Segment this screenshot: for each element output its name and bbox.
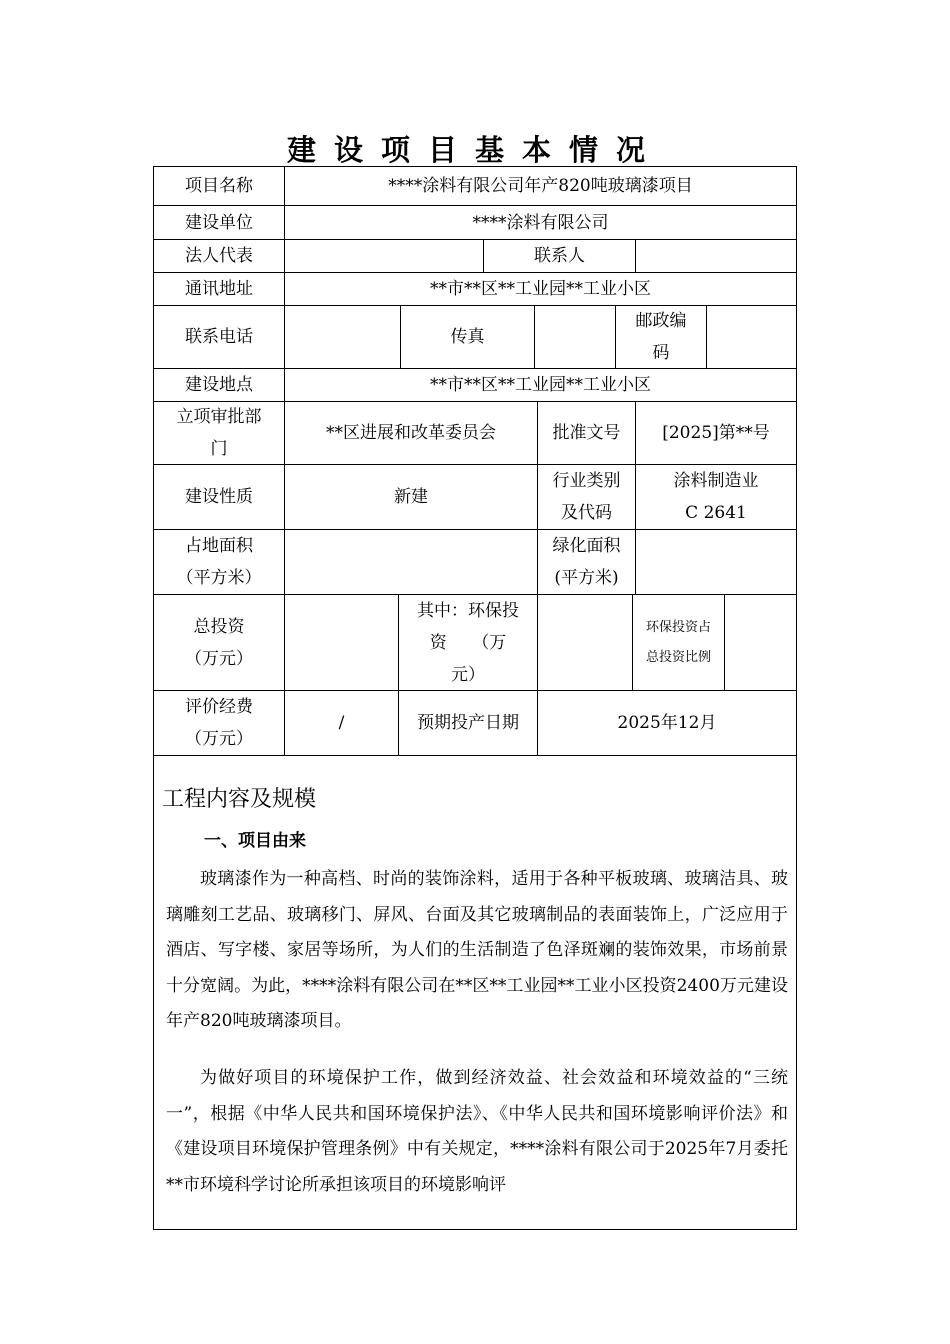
env-ratio-label: 环保投资占 总投资比例: [645, 619, 711, 665]
nature-label: 建设性质: [185, 487, 253, 507]
project-name-label: 项目名称: [185, 176, 253, 196]
legal-rep-label: 法人代表: [185, 246, 253, 266]
industry-label: 行业类别 及代码: [552, 471, 621, 523]
approval-dept-value: **区进展和改革委员会: [326, 423, 496, 443]
prod-date-value: 2025年12月: [617, 713, 717, 733]
phone-label: 联系电话: [185, 327, 253, 347]
postcode-label: 邮政编 码: [635, 311, 687, 363]
address-label: 通讯地址: [185, 279, 253, 299]
paragraph-2: 为做好项目的环境保护工作，做到经济效益、社会效益和环境效益的“三统一”，根据《中华人民共和国环境保护法》、《中华人民共和国环境影响评价法》和《建设项目环境保护管理条例》中有关规定，****涂料有限公司于2025年7月委托**市环境科学讨论所承担该项目的环境影响评: [166, 1068, 788, 1195]
prod-date-label: 预期投产日期: [417, 713, 519, 733]
approval-no-value: [2025]第**号: [662, 423, 770, 443]
section-title: 工程内容及规模: [162, 787, 317, 812]
address-value: **市**区**工业园**工业小区: [430, 279, 651, 299]
builder-value: ****涂料有限公司: [472, 212, 609, 233]
postcode-value: [707, 306, 796, 368]
green-area-label: 绿化面积 (平方米): [552, 536, 621, 588]
paragraph-1: 玻璃漆作为一种高档、时尚的装饰涂料，适用于各种平板玻璃、玻璃洁具、玻璃雕刻工艺品、玻璃移门、屏风、台面及其它玻璃制品的表面装饰上，广泛应用于酒店、写字楼、家居等场所，为人们的生活制造了色泽斑斓的装饰效果，市场前景十分宽阔。为此，****涂料有限公司在**区**工业园**工业小区投资2400万元建设年产820吨玻璃漆项目。: [166, 869, 788, 1031]
row-divider: [154, 755, 796, 756]
approval-no-label: 批准文号: [552, 423, 621, 443]
fax-label: 传真: [450, 327, 485, 347]
site-value: **市**区**工业园**工业小区: [430, 375, 651, 395]
land-area-label: 占地面积 （平方米）: [176, 536, 262, 588]
approval-dept-label: 立项审批部 门: [176, 407, 262, 459]
phone-value: [285, 306, 400, 368]
total-invest-label: 总投资 （万元）: [185, 616, 253, 669]
project-name-value: ****涂料有限公司年产820吨玻璃漆项目: [388, 176, 693, 196]
site-label: 建设地点: [185, 375, 253, 395]
nature-value: 新建: [394, 487, 428, 507]
env-ratio-value: [725, 595, 796, 690]
page-title: 建设项目基本情况: [286, 133, 663, 167]
eval-fee-value: /: [338, 713, 345, 733]
legal-rep-value: [285, 240, 483, 272]
land-area-value: [285, 530, 537, 594]
builder-label: 建设单位: [185, 212, 253, 233]
subsection-heading: 一、项目由来: [204, 831, 306, 851]
eval-fee-label: 评价经费 （万元）: [185, 697, 253, 749]
industry-value: 涂料制造业 C 2641: [673, 471, 759, 523]
contact-label: 联系人: [534, 246, 585, 266]
env-invest-value: [538, 595, 632, 690]
fax-value: [535, 306, 615, 368]
green-area-value: [636, 530, 796, 594]
env-invest-label: 其中：环保投 资 （万 元）: [417, 600, 519, 685]
total-invest-value: [285, 595, 398, 690]
contact-value: [636, 240, 796, 272]
